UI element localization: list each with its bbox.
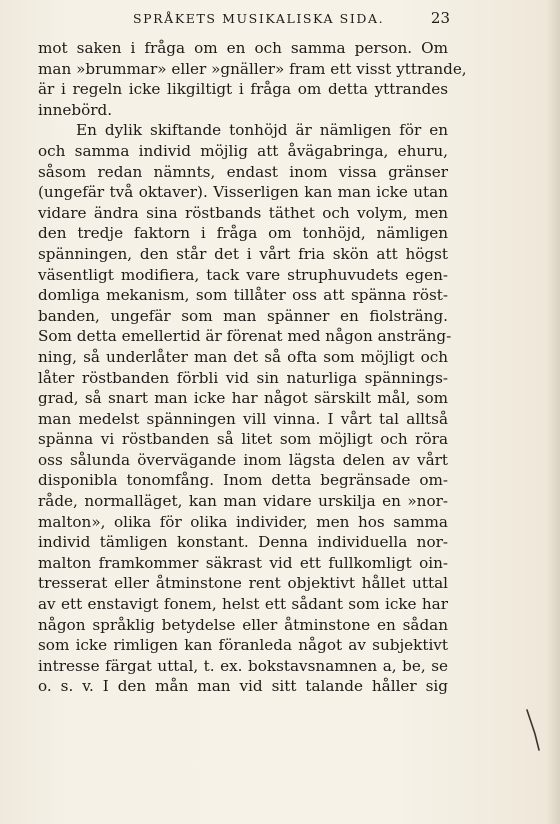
text-line: spänna vi röstbanden så litet som möjligt och röra	[38, 430, 448, 449]
text-line: den tredje faktorn i fråga om tonhöjd, nämligen	[38, 224, 448, 243]
text-line: individ tämligen konstant. Denna individuella nor-	[38, 533, 448, 552]
text-line: malton», olika för olika individer, men hos samma	[38, 512, 448, 531]
text-line: (ungefär två oktaver). Visserligen kan man icke utan	[38, 183, 448, 202]
text-line: tresserat eller åtminstone rent objektivt hållet uttal	[38, 574, 448, 593]
text-line: som icke rimligen kan föranleda något av subjektivt	[38, 636, 448, 655]
margin-pencil-mark	[524, 708, 542, 752]
text-line: intresse färgat uttal, t. ex. bokstavsnamnen a, be, se	[38, 656, 448, 675]
text-line: man medelst spänningen vill vinna. I vårt tal alltså	[38, 409, 448, 428]
running-head: SPRÅKETS MUSIKALISKA SIDA.	[133, 11, 385, 26]
text-line: malton framkommer säkrast vid ett fullkomligt oin-	[38, 553, 448, 572]
text-line: råde, normalläget, kan man vidare urskilja en »nor-	[38, 492, 448, 511]
text-line: är i regeln icke likgiltigt i fråga om detta yttrandes	[38, 80, 448, 99]
text-line: disponibla tonomfång. Inom detta begränsade om-	[38, 471, 448, 490]
text-line: oss sålunda övervägande inom lägsta delen av vårt	[38, 450, 448, 469]
text-line: såsom redan nämnts, endast inom vissa gränser	[38, 162, 448, 181]
text-line: ning, så underlåter man det så ofta som möjligt och	[38, 347, 448, 366]
text-line: grad, så snart man icke har något särskilt mål, som	[38, 389, 448, 408]
page-number: 23	[430, 9, 450, 27]
text-line: och samma individ möjlig att åvägabringa, ehuru,	[38, 141, 448, 160]
text-line: innebörd.	[38, 100, 113, 119]
text-line: o. s. v. I den mån man vid sitt talande håller sig	[38, 677, 448, 696]
text-line: av ett enstavigt fonem, helst ett sådant som icke har	[38, 595, 448, 614]
text-line: någon språklig betydelse eller åtminstone en sådan	[38, 615, 448, 634]
body-text	[38, 38, 467, 697]
text-line: vidare ändra sina röstbands täthet och volym, men	[38, 203, 448, 222]
text-line: Som detta emellertid är förenat med någon ansträng-	[38, 327, 452, 346]
text-line: En dylik skiftande tonhöjd är nämligen för en	[76, 121, 448, 140]
page-edge-shadow	[546, 0, 560, 824]
text-line: banden, ungefär som man spänner en fiolsträng.	[38, 306, 448, 325]
text-line: väsentligt modifiera, tack vare struphuvudets egen-	[38, 265, 448, 284]
page-header	[38, 8, 450, 30]
text-line: man »brummar» eller »gnäller» fram ett visst yttrande,	[38, 59, 467, 78]
text-line: mot saken i fråga om en och samma person. Om	[38, 39, 448, 57]
text-line: låter röstbanden förbli vid sin naturliga spännings-	[38, 368, 448, 387]
text-line: spänningen, den står det i vårt fria skön att högst	[38, 244, 448, 263]
text-line: domliga mekanism, som tillåter oss att spänna röst-	[38, 286, 448, 305]
